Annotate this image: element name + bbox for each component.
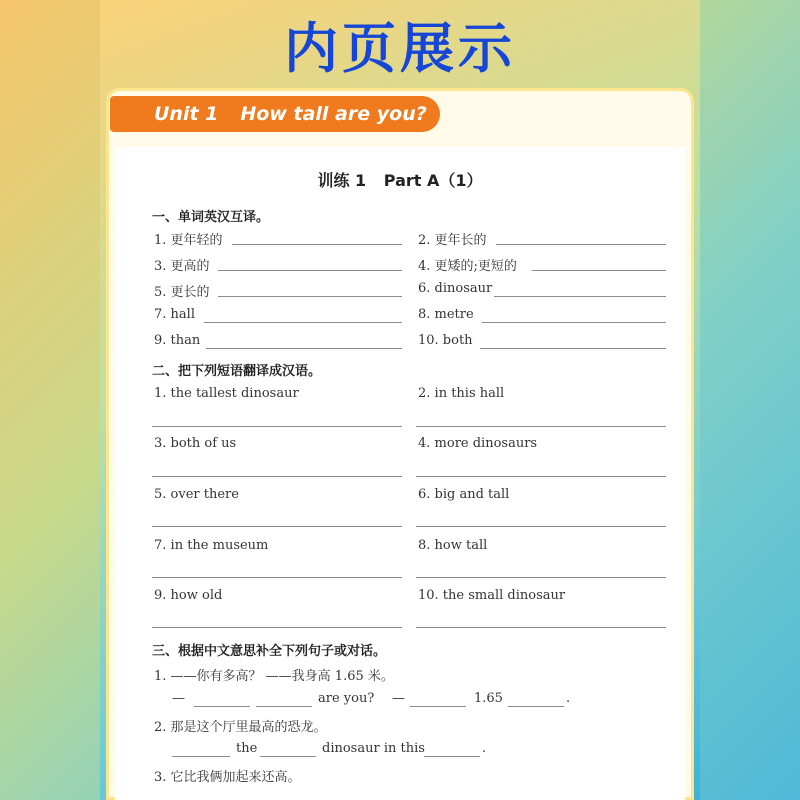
- question-2: 2. 那是这个厅里最高的恐龙。: [154, 720, 327, 735]
- answer-line[interactable]: [152, 476, 402, 477]
- answer-line[interactable]: [218, 270, 402, 271]
- unit-label: Unit 1: [154, 103, 219, 125]
- answer-line[interactable]: [152, 627, 402, 628]
- answer-line[interactable]: [206, 348, 402, 349]
- vocab-item: 4. 更矮的;更短的: [418, 259, 517, 274]
- phrase-item: 3. both of us: [154, 436, 237, 451]
- period: .: [566, 691, 571, 706]
- blank-line[interactable]: [260, 756, 316, 757]
- the-text: the: [236, 741, 258, 756]
- vocab-item: 10. both: [418, 333, 473, 348]
- phrase-item: 4. more dinosaurs: [418, 436, 538, 451]
- vocab-item: 5. 更长的: [154, 285, 210, 300]
- answer-line[interactable]: [416, 577, 666, 578]
- vocab-item: 9. than: [154, 333, 201, 348]
- blank-line[interactable]: [410, 706, 466, 707]
- vocab-item: 7. hall: [154, 307, 195, 322]
- answer-line[interactable]: [416, 476, 666, 477]
- answer-line[interactable]: [494, 296, 666, 297]
- question-1: 1. ——你有多高？ ——我身高 1.65 米。: [154, 669, 394, 684]
- answer-line[interactable]: [416, 627, 666, 628]
- height-number: 1.65: [474, 691, 503, 706]
- section3-heading: 三、根据中文意思补全下列句子或对话。: [152, 644, 387, 659]
- page-banner-title: 内页展示: [284, 17, 516, 80]
- blank-line[interactable]: [508, 706, 564, 707]
- answer-line[interactable]: [152, 577, 402, 578]
- answer-line[interactable]: [416, 526, 666, 527]
- answer-line[interactable]: [152, 526, 402, 527]
- answer-line[interactable]: [496, 244, 666, 245]
- period: .: [482, 741, 487, 756]
- phrase-item: 5. over there: [154, 487, 239, 502]
- unit-tab: [110, 96, 440, 132]
- answer-line[interactable]: [482, 322, 666, 323]
- blank-line[interactable]: [424, 756, 480, 757]
- lesson-part: Part A（1）: [383, 171, 483, 190]
- dash: —: [392, 691, 405, 706]
- vocab-item: 1. 更年轻的: [154, 233, 223, 248]
- lesson-title: [106, 168, 694, 191]
- answer-line[interactable]: [218, 296, 402, 297]
- lesson-name: 训练 1: [317, 171, 367, 190]
- blank-line[interactable]: [172, 756, 230, 757]
- answer-line[interactable]: [532, 270, 666, 271]
- vocab-item: 3. 更高的: [154, 259, 210, 274]
- phrase-item: 10. the small dinosaur: [418, 588, 566, 603]
- are-you-text: are you?: [318, 691, 375, 706]
- answer-line[interactable]: [480, 348, 666, 349]
- phrase-item: 7. in the museum: [154, 538, 269, 553]
- dinosaur-text: dinosaur in this: [322, 741, 425, 756]
- answer-line[interactable]: [232, 244, 402, 245]
- section1-heading: 一、单词英汉互译。: [152, 210, 270, 225]
- question-3: 3. 它比我俩加起来还高。: [154, 770, 301, 785]
- vocab-item: 2. 更年长的: [418, 233, 487, 248]
- unit-title: How tall are you?: [240, 103, 427, 125]
- vocab-item: 8. metre: [418, 307, 474, 322]
- phrase-item: 9. how old: [154, 588, 223, 603]
- blank-line[interactable]: [256, 706, 312, 707]
- phrase-item: 1. the tallest dinosaur: [154, 386, 299, 401]
- section2-heading: 二、把下列短语翻译成汉语。: [152, 364, 322, 379]
- phrase-item: 8. how tall: [418, 538, 488, 553]
- answer-line[interactable]: [204, 322, 402, 323]
- blank-line[interactable]: [194, 706, 250, 707]
- dash: —: [172, 691, 185, 706]
- vocab-item: 6. dinosaur: [418, 281, 493, 296]
- phrase-item: 2. in this hall: [418, 386, 505, 401]
- phrase-item: 6. big and tall: [418, 487, 510, 502]
- answer-line[interactable]: [152, 426, 402, 427]
- answer-line[interactable]: [416, 426, 666, 427]
